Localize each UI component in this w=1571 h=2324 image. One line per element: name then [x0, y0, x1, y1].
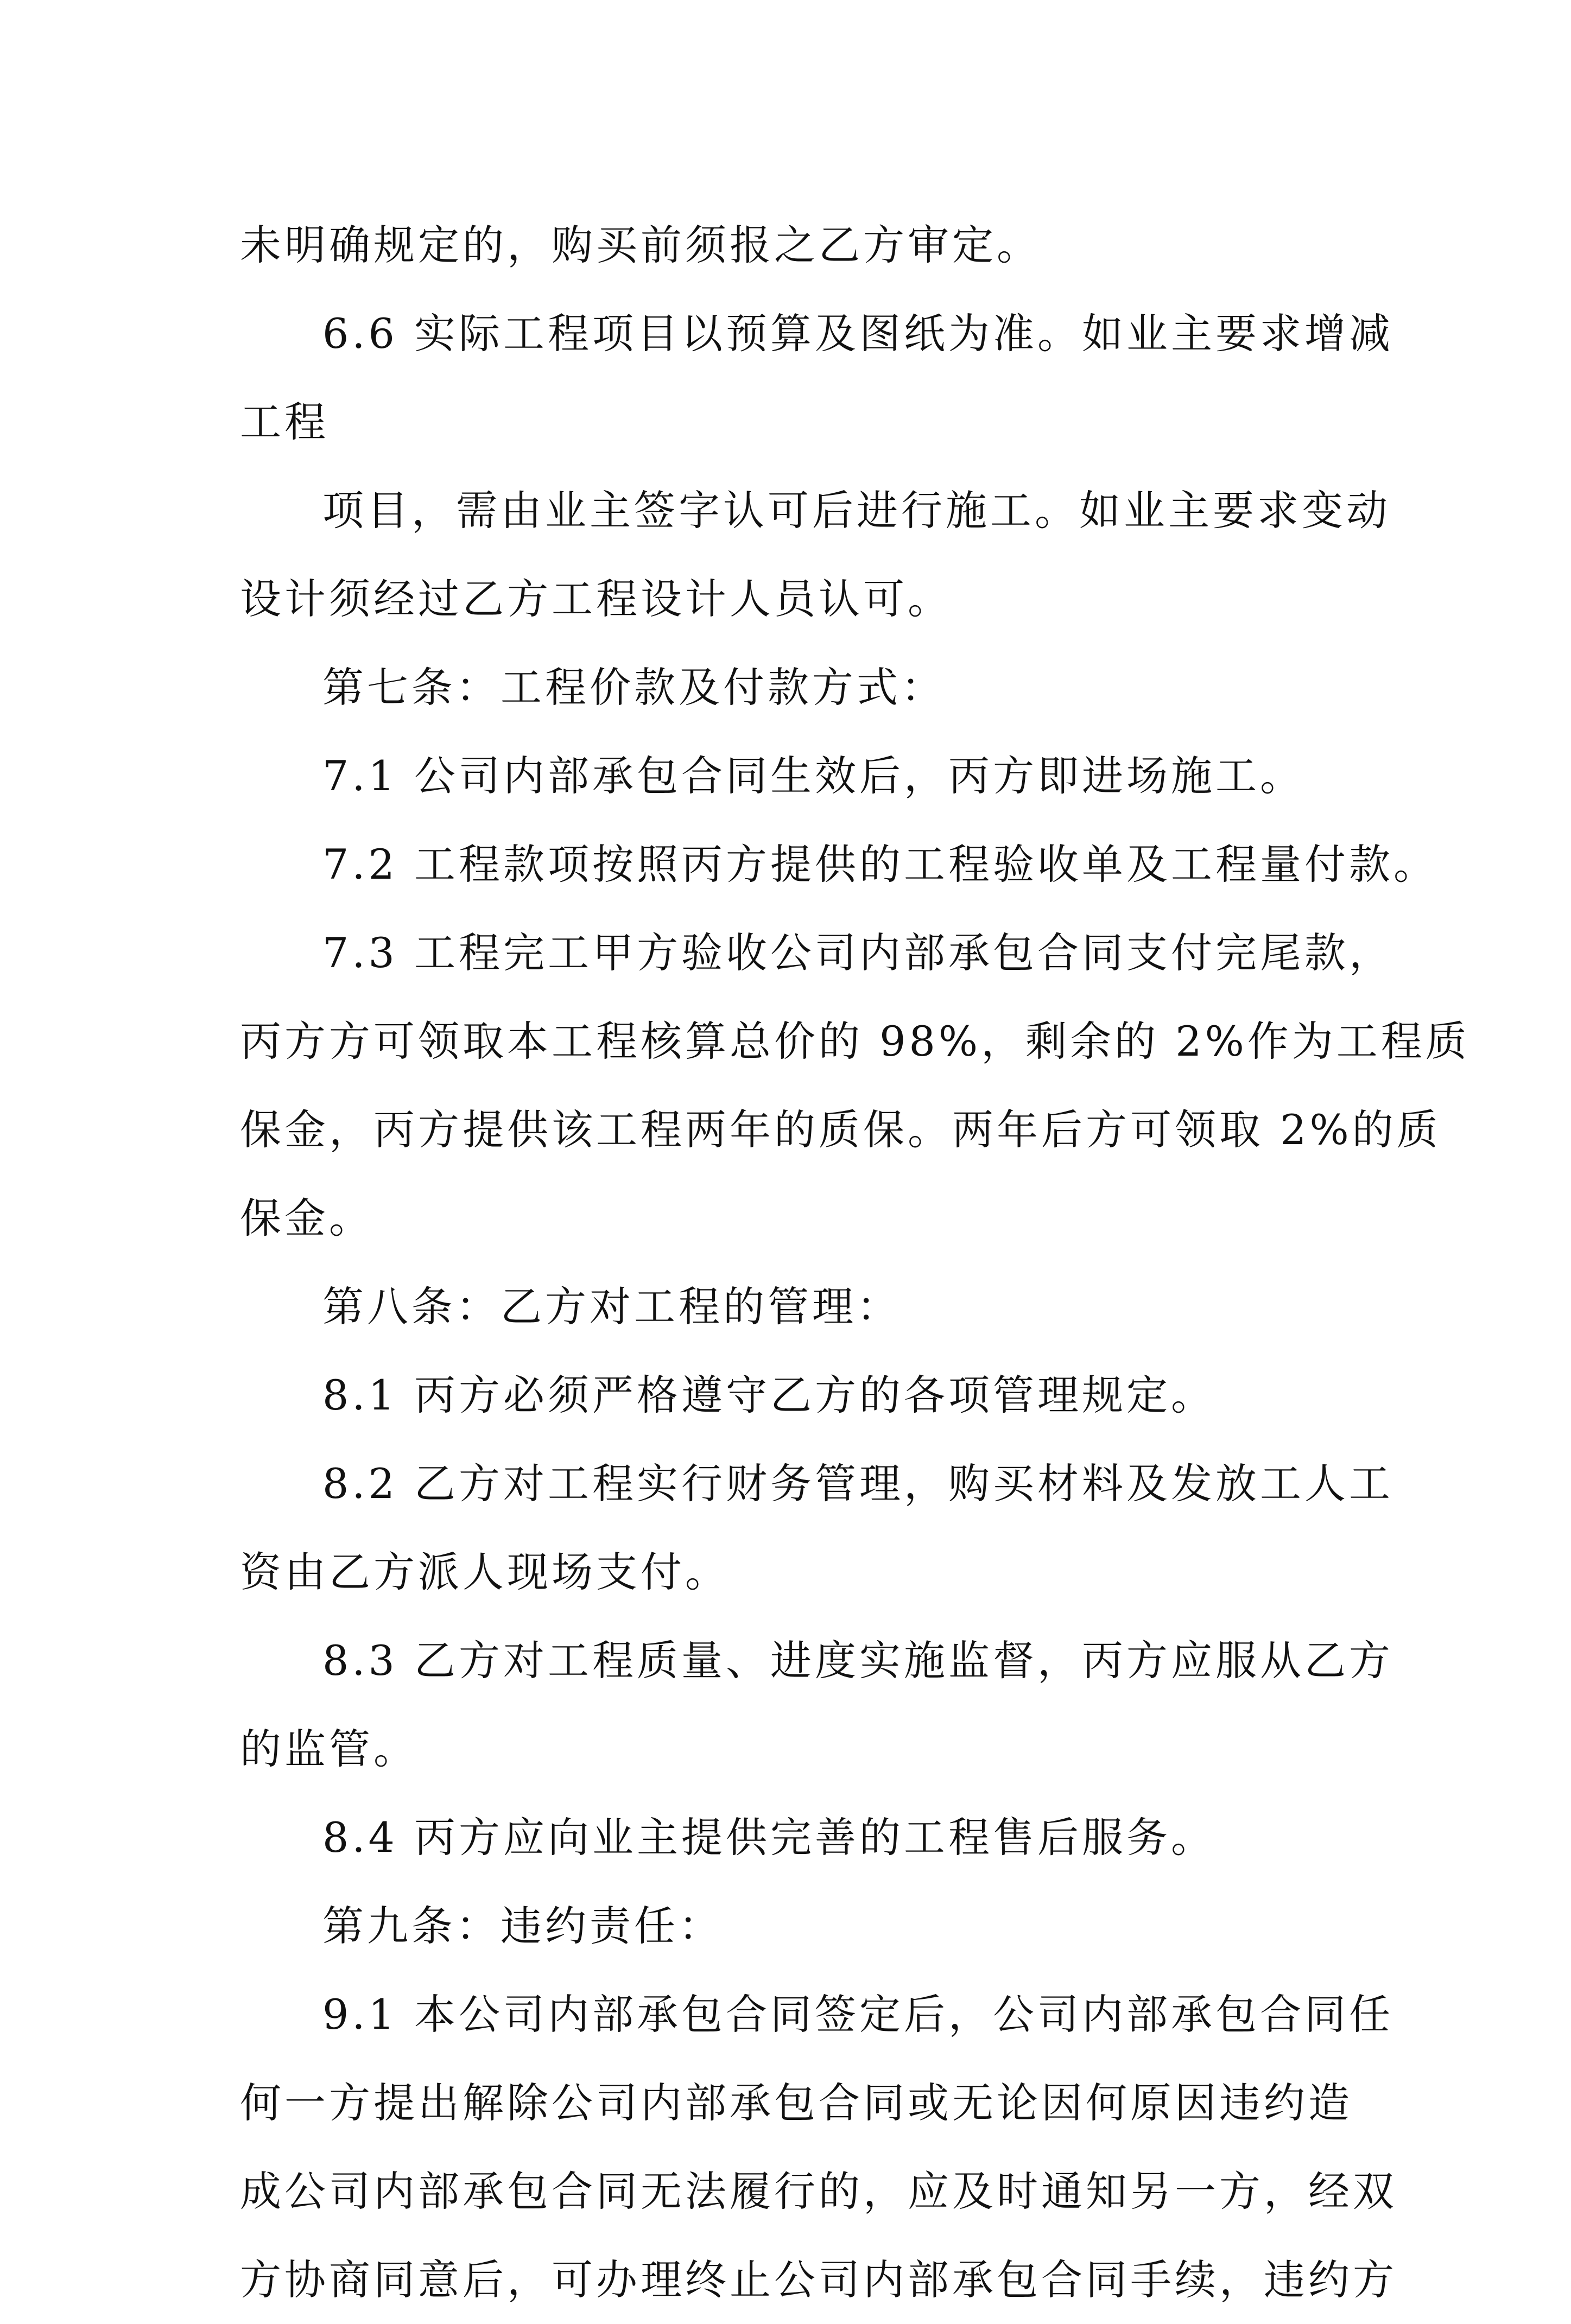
text-line: 8.2 乙方对工程实行财务管理，购买材料及发放工人工	[322, 1459, 1394, 1508]
text-line: 方协商同意后，可办理终止公司内部承包合同手续，违约方	[240, 2256, 1397, 2304]
text-line: 工程	[240, 398, 329, 446]
text-line: 7.3 工程完工甲方验收公司内部承包合同支付完尾款，	[322, 929, 1394, 977]
text-line: 设计须经过乙方工程设计人员认可。	[240, 575, 952, 623]
section-heading: 第七条：工程价款及付款方式：	[322, 663, 946, 712]
text-line: 的监管。	[240, 1725, 418, 1773]
text-line: 资由乙方派人现场支付。	[240, 1548, 730, 1596]
text-line: 8.1 丙方必须严格遵守乙方的各项管理规定。	[322, 1371, 1216, 1419]
document-body	[240, 201, 1470, 2324]
text-line: 保金，丙方提供该工程两年的质保。两年后方可领取 2%的质	[240, 1106, 1441, 1154]
text-line: 成公司内部承包合同无法履行的，应及时通知另一方，经双	[240, 2167, 1397, 2215]
section-heading: 第八条：乙方对工程的管理：	[322, 1282, 901, 1331]
text-line: 9.1 本公司内部承包合同签定后，公司内部承包合同任	[322, 1990, 1394, 2039]
text-line: 未明确规定的，购买前须报之乙方审定。	[240, 221, 1041, 269]
text-line: 丙方方可领取本工程核算总价的 98%，剩余的 2%作为工程质	[240, 1017, 1470, 1065]
text-line: 保金。	[240, 1194, 373, 1242]
text-line: 何一方提出解除公司内部承包合同或无论因何原因违约造	[240, 2079, 1353, 2127]
text-line: 7.2 工程款项按照丙方提供的工程验收单及工程量付款。	[322, 840, 1439, 888]
text-line: 7.1 公司内部承包合同生效后，丙方即进场施工。	[322, 752, 1305, 800]
text-line: 8.3 乙方对工程质量、进度实施监督，丙方应服从乙方	[322, 1636, 1394, 1685]
text-line: 项目，需由业主签字认可后进行施工。如业主要求变动	[322, 486, 1391, 535]
text-line: 6.6 实际工程项目以预算及图纸为准。如业主要求增减	[322, 309, 1394, 358]
text-line: 8.4 丙方应向业主提供完善的工程售后服务。	[322, 1813, 1216, 1862]
section-heading: 第九条：违约责任：	[322, 1902, 723, 1950]
